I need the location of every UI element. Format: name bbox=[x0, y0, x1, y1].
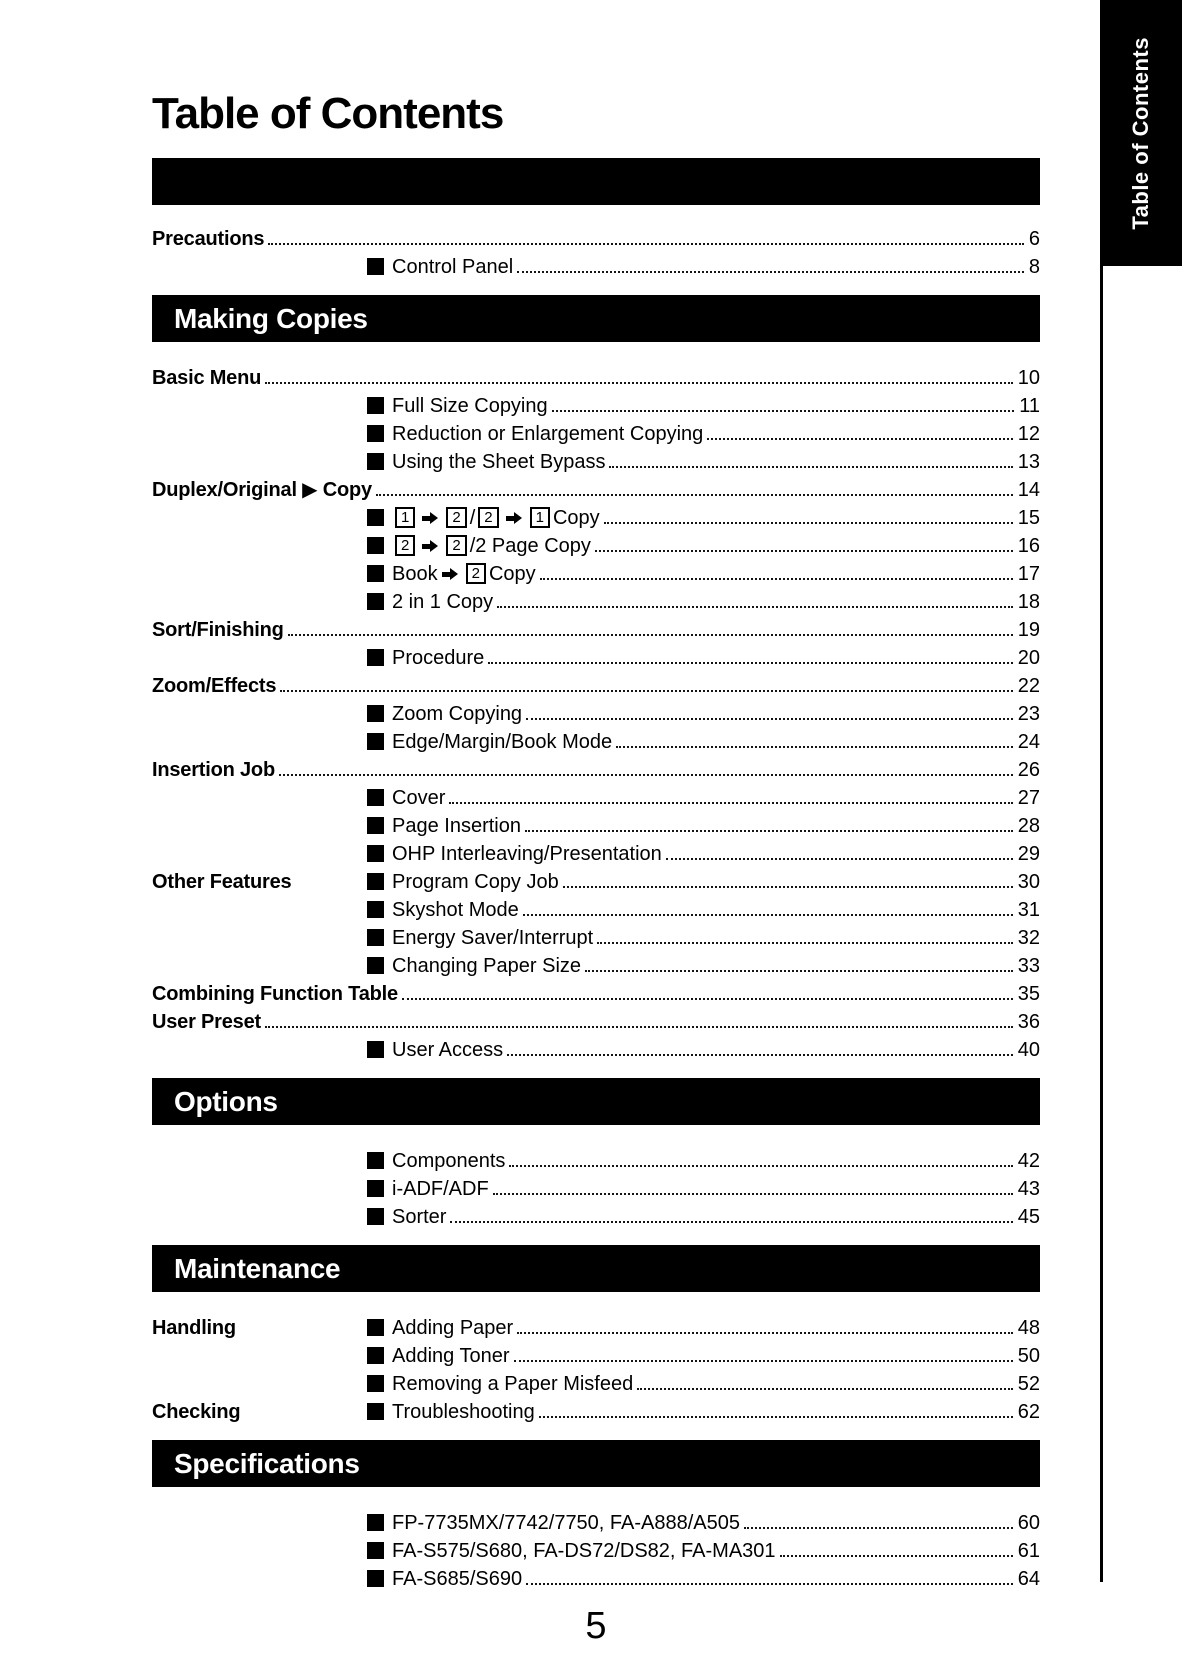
dotted-leader bbox=[514, 1360, 1013, 1362]
dotted-leader bbox=[265, 1026, 1013, 1028]
toc-entry-text: Adding Toner bbox=[392, 1345, 510, 1367]
toc-page-ref: 30 bbox=[1017, 871, 1040, 893]
dotted-leader bbox=[376, 494, 1013, 496]
toc-entry-text: Reduction or Enlargement Copying bbox=[392, 423, 704, 445]
toc-page-ref: 52 bbox=[1017, 1373, 1040, 1395]
toc-page-ref: 61 bbox=[1017, 1540, 1040, 1562]
dotted-leader bbox=[507, 1054, 1013, 1056]
dotted-leader bbox=[604, 522, 1013, 524]
section-header-bar bbox=[152, 1440, 1040, 1487]
toc-entry-text: Control Panel bbox=[392, 256, 514, 278]
toc-entry-text: /2 Page Copy bbox=[469, 535, 591, 557]
toc-page-ref: 24 bbox=[1017, 731, 1040, 753]
square-bullet-icon bbox=[367, 1514, 384, 1531]
dotted-leader bbox=[509, 1165, 1012, 1167]
toc-page-ref: 33 bbox=[1017, 955, 1040, 977]
toc-page-ref: 18 bbox=[1017, 591, 1040, 613]
toc-entry-text: Procedure bbox=[392, 647, 485, 669]
toc-page-ref: 13 bbox=[1017, 451, 1040, 473]
dotted-leader bbox=[616, 746, 1013, 748]
toc-row bbox=[152, 782, 1040, 810]
toc-row-label: User Preset bbox=[152, 1011, 261, 1033]
toc-entry-text: Copy bbox=[552, 507, 600, 529]
dotted-leader bbox=[268, 243, 1024, 245]
dotted-leader bbox=[526, 718, 1013, 720]
sidebar-tab-table-of-contents bbox=[1100, 0, 1182, 266]
dotted-leader bbox=[265, 382, 1013, 384]
dotted-leader bbox=[585, 970, 1013, 972]
dotted-leader bbox=[279, 774, 1013, 776]
dotted-leader bbox=[450, 1221, 1012, 1223]
toc-row-label: Combining Function Table bbox=[152, 983, 398, 1005]
toc-row bbox=[152, 1535, 1040, 1563]
toc-row bbox=[152, 642, 1040, 670]
toc-side-label: Handling bbox=[152, 1317, 236, 1339]
toc-entry-text: FP-7735MX/7742/7750, FA-A888/A505 bbox=[392, 1512, 741, 1534]
square-bullet-icon bbox=[367, 1208, 384, 1225]
toc-row bbox=[152, 1507, 1040, 1535]
toc-page-ref: 36 bbox=[1017, 1011, 1040, 1033]
section-header-bar bbox=[152, 295, 1040, 342]
toc-row bbox=[152, 922, 1040, 950]
toc-entry-text: Energy Saver/Interrupt bbox=[392, 927, 594, 949]
toc-row bbox=[152, 670, 1040, 698]
section-header-label: Specifications bbox=[174, 1447, 360, 1479]
toc-row-label: Sort/Finishing bbox=[152, 619, 284, 641]
toc-entry bbox=[367, 590, 493, 614]
toc-entry bbox=[367, 1205, 446, 1229]
boxed-number: 1 bbox=[530, 507, 550, 528]
square-bullet-icon bbox=[367, 1347, 384, 1364]
section-header-label: Maintenance bbox=[174, 1252, 341, 1284]
dotted-leader bbox=[637, 1388, 1013, 1390]
dotted-leader bbox=[552, 410, 1015, 412]
toc-row bbox=[152, 1034, 1040, 1062]
toc-row bbox=[152, 950, 1040, 978]
square-bullet-icon bbox=[367, 901, 384, 918]
toc-row-label: Precautions bbox=[152, 228, 265, 250]
dotted-leader bbox=[744, 1527, 1013, 1529]
toc-page-ref: 64 bbox=[1017, 1568, 1040, 1590]
toc-row bbox=[152, 866, 1040, 894]
toc-entry bbox=[367, 534, 591, 558]
dotted-leader bbox=[525, 830, 1013, 832]
toc-entry-text: Copy bbox=[488, 563, 536, 585]
dotted-leader bbox=[288, 634, 1013, 636]
toc-entry-text: Cover bbox=[392, 787, 446, 809]
toc-entry bbox=[367, 1400, 535, 1424]
toc-entry bbox=[367, 1567, 522, 1591]
square-bullet-icon bbox=[367, 258, 384, 275]
square-bullet-icon bbox=[367, 1319, 384, 1336]
square-bullet-icon bbox=[367, 1041, 384, 1058]
square-bullet-icon bbox=[367, 1180, 384, 1197]
toc-page-ref: 12 bbox=[1017, 423, 1040, 445]
toc-entry bbox=[367, 646, 484, 670]
right-arrow-icon bbox=[506, 512, 522, 524]
toc-row bbox=[152, 502, 1040, 530]
toc-entry bbox=[367, 702, 522, 726]
toc-page-ref: 16 bbox=[1017, 535, 1040, 557]
toc-row bbox=[152, 1173, 1040, 1201]
section-header-bar bbox=[152, 1078, 1040, 1125]
toc-entry-text: Page Insertion bbox=[392, 815, 521, 837]
square-bullet-icon bbox=[367, 733, 384, 750]
toc-entry bbox=[367, 786, 445, 810]
toc-entry bbox=[367, 842, 662, 866]
toc-entry bbox=[367, 1316, 513, 1340]
toc-row bbox=[152, 1396, 1040, 1424]
toc-row bbox=[152, 1145, 1040, 1173]
toc-entry bbox=[367, 562, 536, 586]
toc-page-ref: 19 bbox=[1017, 619, 1040, 641]
sidebar-vertical-rule bbox=[1100, 266, 1103, 1582]
toc-entry-text: Removing a Paper Misfeed bbox=[392, 1373, 634, 1395]
right-arrow-icon bbox=[442, 568, 458, 580]
boxed-number: 2 bbox=[446, 535, 466, 556]
dotted-leader bbox=[666, 858, 1013, 860]
square-bullet-icon bbox=[367, 593, 384, 610]
dotted-leader bbox=[539, 1416, 1013, 1418]
toc-page-ref: 23 bbox=[1017, 703, 1040, 725]
dotted-leader bbox=[497, 606, 1013, 608]
square-bullet-icon bbox=[367, 649, 384, 666]
boxed-number: 2 bbox=[446, 507, 466, 528]
square-bullet-icon bbox=[367, 1542, 384, 1559]
dotted-leader bbox=[597, 942, 1013, 944]
toc-entry-text: Edge/Margin/Book Mode bbox=[392, 731, 613, 753]
toc-row bbox=[152, 1312, 1040, 1340]
square-bullet-icon bbox=[367, 537, 384, 554]
square-bullet-icon bbox=[367, 705, 384, 722]
toc-entry bbox=[367, 814, 521, 838]
toc-entry-text: Troubleshooting bbox=[392, 1401, 535, 1423]
toc-row bbox=[152, 810, 1040, 838]
toc-page-ref: 43 bbox=[1017, 1178, 1040, 1200]
toc-entry bbox=[367, 1511, 740, 1535]
toc-page-ref: 10 bbox=[1017, 367, 1040, 389]
toc-row bbox=[152, 978, 1040, 1006]
toc-page-ref: 20 bbox=[1017, 647, 1040, 669]
toc-row bbox=[152, 251, 1040, 279]
toc-list bbox=[152, 158, 1040, 1591]
toc-row-label: Zoom/Effects bbox=[152, 675, 277, 697]
toc-entry-text: FA-S685/S690 bbox=[392, 1568, 523, 1590]
toc-entry bbox=[367, 422, 703, 446]
toc-entry bbox=[367, 1344, 510, 1368]
toc-row bbox=[152, 614, 1040, 642]
toc-page-ref: 31 bbox=[1017, 899, 1040, 921]
toc-row bbox=[152, 698, 1040, 726]
toc-page-ref: 50 bbox=[1017, 1345, 1040, 1367]
toc-row bbox=[152, 390, 1040, 418]
toc-entry-text: User Access bbox=[392, 1039, 504, 1061]
toc-entry-text: OHP Interleaving/Presentation bbox=[392, 843, 662, 865]
toc-entry bbox=[367, 1149, 505, 1173]
toc-page-ref: 17 bbox=[1017, 563, 1040, 585]
toc-page-ref: 28 bbox=[1017, 815, 1040, 837]
toc-row bbox=[152, 1006, 1040, 1034]
toc-side-label: Other Features bbox=[152, 871, 292, 893]
toc-entry-text: Sorter bbox=[392, 1206, 447, 1228]
toc-entry bbox=[367, 730, 612, 754]
toc-page-ref: 15 bbox=[1017, 507, 1040, 529]
toc-page-ref: 35 bbox=[1017, 983, 1040, 1005]
toc-entry-text: Skyshot Mode bbox=[392, 899, 519, 921]
toc-page-ref: 27 bbox=[1017, 787, 1040, 809]
toc-row bbox=[152, 446, 1040, 474]
toc-entry bbox=[367, 394, 548, 418]
square-bullet-icon bbox=[367, 1152, 384, 1169]
dotted-leader bbox=[517, 271, 1024, 273]
toc-page-ref: 32 bbox=[1017, 927, 1040, 949]
dotted-leader bbox=[595, 550, 1013, 552]
toc-row bbox=[152, 726, 1040, 754]
toc-row bbox=[152, 1201, 1040, 1229]
toc-entry bbox=[367, 1539, 776, 1563]
dotted-leader bbox=[449, 802, 1012, 804]
boxed-number: 2 bbox=[466, 563, 486, 584]
square-bullet-icon bbox=[367, 565, 384, 582]
toc-entry-text: Components bbox=[392, 1150, 506, 1172]
square-bullet-icon bbox=[367, 1375, 384, 1392]
toc-entry bbox=[367, 870, 559, 894]
dotted-leader bbox=[609, 466, 1012, 468]
toc-row bbox=[152, 754, 1040, 782]
page-number: 5 bbox=[585, 1605, 607, 1647]
toc-page-ref: 45 bbox=[1017, 1206, 1040, 1228]
toc-row-label: Insertion Job bbox=[152, 759, 275, 781]
toc-entry-text: Adding Paper bbox=[392, 1317, 514, 1339]
toc-entry-text: Changing Paper Size bbox=[392, 955, 582, 977]
toc-entry bbox=[367, 506, 600, 530]
square-bullet-icon bbox=[367, 845, 384, 862]
dotted-leader bbox=[540, 578, 1013, 580]
square-bullet-icon bbox=[367, 873, 384, 890]
sidebar-tab-label: Table of Contents bbox=[1128, 36, 1153, 230]
dotted-leader bbox=[780, 1555, 1013, 1557]
toc-row bbox=[152, 1368, 1040, 1396]
toc-entry bbox=[367, 926, 593, 950]
toc-row bbox=[152, 1340, 1040, 1368]
right-arrow-icon bbox=[422, 512, 438, 524]
toc-entry-text: Zoom Copying bbox=[392, 703, 523, 725]
section-header-label: Options bbox=[174, 1085, 278, 1117]
toc-row bbox=[152, 586, 1040, 614]
toc-entry bbox=[367, 954, 581, 978]
toc-entry-text: i-ADF/ADF bbox=[392, 1178, 489, 1200]
square-bullet-icon bbox=[367, 929, 384, 946]
toc-page-ref: 48 bbox=[1017, 1317, 1040, 1339]
toc-entry-text: Program Copy Job bbox=[392, 871, 559, 893]
toc-row bbox=[152, 474, 1040, 502]
dotted-leader bbox=[493, 1193, 1013, 1195]
toc-page-ref: 11 bbox=[1019, 395, 1040, 417]
square-bullet-icon bbox=[367, 957, 384, 974]
dotted-leader bbox=[517, 1332, 1013, 1334]
dotted-leader bbox=[563, 886, 1013, 888]
square-bullet-icon bbox=[367, 1570, 384, 1587]
toc-entry bbox=[367, 1372, 633, 1396]
toc-entry bbox=[367, 255, 513, 279]
toc-entry-text: FA-S575/S680, FA-DS72/DS82, FA-MA301 bbox=[392, 1540, 776, 1562]
square-bullet-icon bbox=[367, 509, 384, 526]
right-arrow-icon bbox=[422, 540, 438, 552]
section-header-bar bbox=[152, 158, 1040, 205]
toc-row bbox=[152, 530, 1040, 558]
dotted-leader bbox=[402, 998, 1013, 1000]
toc-row bbox=[152, 418, 1040, 446]
toc-entry bbox=[367, 898, 519, 922]
toc-page-ref: 62 bbox=[1017, 1401, 1040, 1423]
toc-row bbox=[152, 838, 1040, 866]
toc-page-content bbox=[152, 0, 1040, 1648]
toc-row bbox=[152, 223, 1040, 251]
toc-page-ref: 14 bbox=[1017, 479, 1040, 501]
toc-entry-text: Book bbox=[392, 563, 438, 585]
toc-side-label: Checking bbox=[152, 1401, 241, 1423]
page-title: Table of Contents bbox=[152, 89, 504, 138]
section-header-bar bbox=[152, 1245, 1040, 1292]
dotted-leader bbox=[707, 438, 1012, 440]
toc-entry-text: 2 in 1 Copy bbox=[392, 591, 494, 613]
boxed-number: 2 bbox=[478, 507, 498, 528]
toc-page-ref: 8 bbox=[1028, 256, 1040, 278]
boxed-number: 2 bbox=[395, 535, 415, 556]
toc-page-ref: 42 bbox=[1017, 1150, 1040, 1172]
toc-row bbox=[152, 1563, 1040, 1591]
toc-page-ref: 26 bbox=[1017, 759, 1040, 781]
dotted-leader bbox=[280, 690, 1012, 692]
toc-row-label: Basic Menu bbox=[152, 367, 262, 389]
toc-page-ref: 60 bbox=[1017, 1512, 1040, 1534]
toc-row-label: Duplex/Original ▶ Copy bbox=[152, 479, 372, 501]
boxed-number: 1 bbox=[395, 507, 415, 528]
toc-page-ref: 40 bbox=[1017, 1039, 1040, 1061]
toc-entry-text: Full Size Copying bbox=[392, 395, 548, 417]
dotted-leader bbox=[523, 914, 1013, 916]
toc-page-ref: 6 bbox=[1028, 228, 1040, 250]
section-header-label: Making Copies bbox=[174, 302, 368, 334]
toc-entry bbox=[367, 1177, 489, 1201]
toc-entry bbox=[367, 1038, 503, 1062]
square-bullet-icon bbox=[367, 817, 384, 834]
toc-page-ref: 22 bbox=[1017, 675, 1040, 697]
toc-row bbox=[152, 558, 1040, 586]
toc-entry bbox=[367, 450, 605, 474]
square-bullet-icon bbox=[367, 425, 384, 442]
toc-entry-text: Using the Sheet Bypass bbox=[392, 451, 606, 473]
square-bullet-icon bbox=[367, 453, 384, 470]
toc-page-ref: 29 bbox=[1017, 843, 1040, 865]
toc-row bbox=[152, 362, 1040, 390]
square-bullet-icon bbox=[367, 1403, 384, 1420]
dotted-leader bbox=[526, 1583, 1013, 1585]
square-bullet-icon bbox=[367, 789, 384, 806]
toc-row bbox=[152, 894, 1040, 922]
square-bullet-icon bbox=[367, 397, 384, 414]
dotted-leader bbox=[488, 662, 1012, 664]
toc-entry-text: / bbox=[469, 507, 476, 529]
